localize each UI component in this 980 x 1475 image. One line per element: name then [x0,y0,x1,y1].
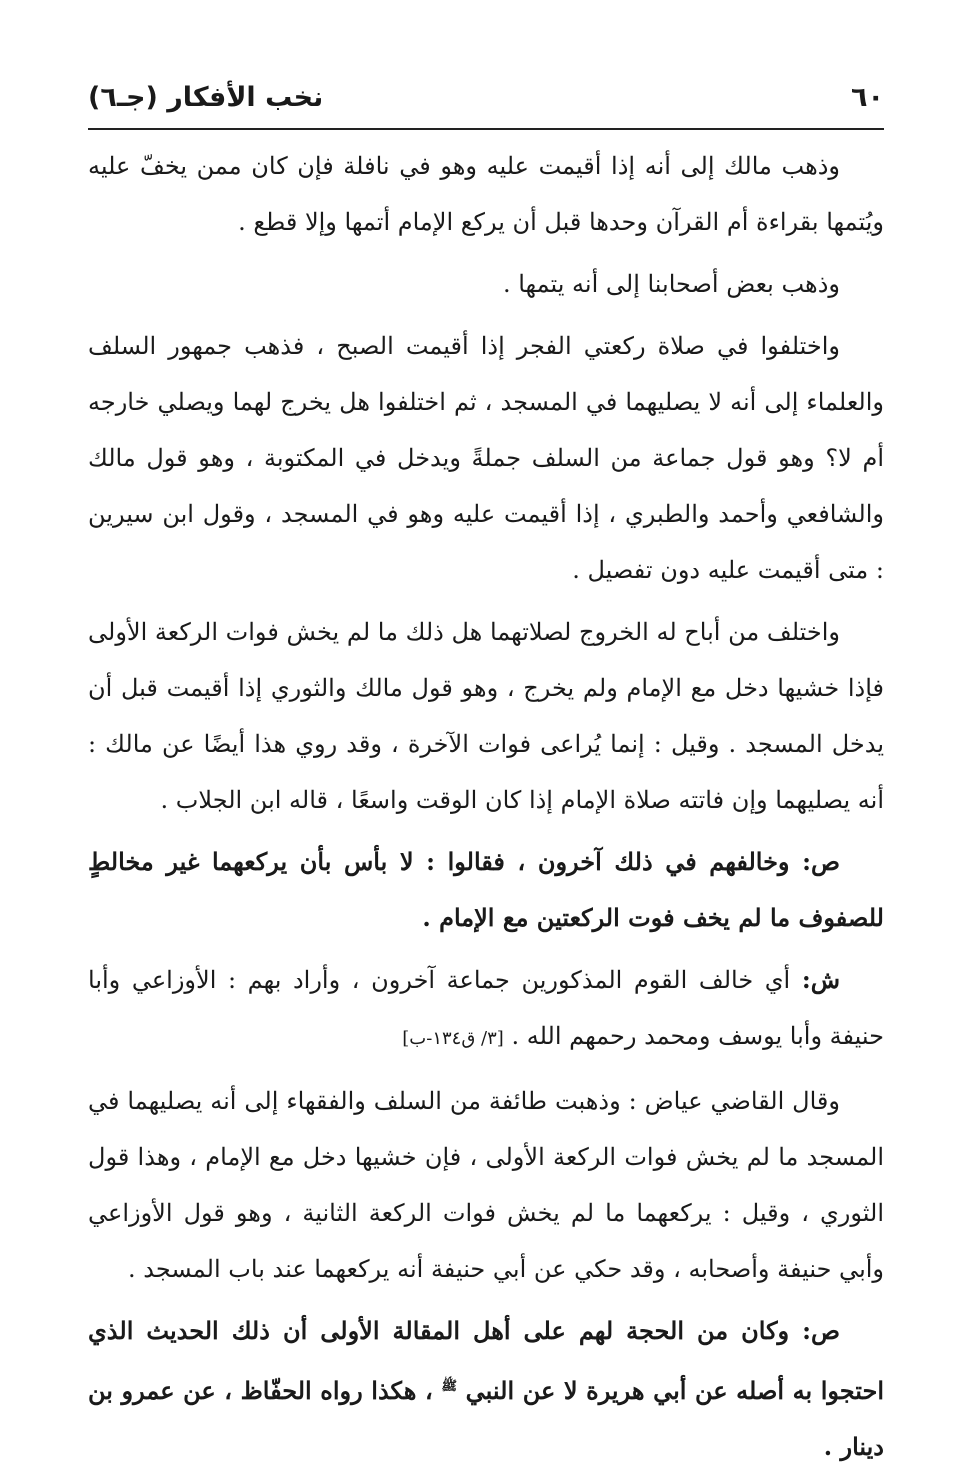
sharh-text: أي خالف القوم المذكورين جماعة آخرون ، وأراد بهم : الأوزاعي وأبا حنيفة وأبا يوسف ومحمد رحمهم الله . [88,966,884,1050]
sharh-marker: ش: [801,965,840,994]
matn-marker-2: ص: [802,1316,840,1345]
honorific-symbol: ﷺ [441,1379,458,1394]
paragraph-sharh-khalafahum [88,952,884,1067]
matn-text-2a: وكان من الحجة لهم على أهل المقالة الأولى أن ذلك الحديث الذي احتجوا به أصله عن أبي هريرة لا عن النبي [88,1316,885,1405]
matn-text-2b: ، هكذا رواه الحفّاظ ، عن عمرو بن دينار . [88,1376,884,1461]
paragraph-rakatay-fajr: واختلفوا في صلاة ركعتي الفجر إذا أقيمت الصبح ، فذهب جمهور السلف والعلماء إلى أنه لا يصليهما في المسجد ، ثم اختلفوا هل يخرج لهما ويصلي خارجه أم لا؟ وهو قول جماعة من السلف جملةً ويدخل في المكتوبة ، وهو قول مالك والشافعي وأحمد والطبري ، إذا أقيمت عليه وهو في المسجد ، وقول ابن سيرين : متى أقيمت عليه دون تفصيل . [88,332,884,584]
paragraph-matn-hujja [88,1303,884,1475]
paragraph-qadi-iyad: وقال القاضي عياض : وذهبت طائفة من السلف والفقهاء إلى أنه يصليهما في المسجد ما لم يخش فوات الركعة الأولى ، فإن خشيها دخل مع الإمام ، وهذا قول الثوري ، وقيل : يركعهما ما لم يخش فوات الركعة الثانية ، وهو قول الأوزاعي وأبي حنيفة وأصحابه ، وقد حكي عن أبي حنيفة أنه يركعهما عند باب المسجد . [88,1087,884,1283]
book-title: نخب الأفكار (جـ٦) [88,82,324,113]
page-number: ٦٠ [851,82,884,113]
paragraph-malik-nafila: وذهب مالك إلى أنه إذا أقيمت عليه وهو في نافلة فإن كان ممن يخفّ عليه ويُتمها بقراءة أم القرآن وحدها قبل أن يركع الإمام أتمها وإلا قطع . [88,152,884,236]
header-rule [88,128,884,130]
paragraph-ibaha-khuruj: واختلف من أباح له الخروج لصلاتهما هل ذلك ما لم يخش فوات الركعة الأولى فإذا خشيها دخل مع الإمام ولم يخرج ، وهو قول مالك والثوري إذا أقيمت قبل أن يدخل المسجد . وقيل : إنما يُراعى فوات الآخرة ، وقد روي هذا أيضًا عن مالك : أنه يصليهما وإن فاتته صلاة الإمام إذا كان الوقت واسعًا ، قاله ابن الجلاب . [88,618,884,814]
matn-text: وخالفهم في ذلك آخرون ، فقالوا : لا بأس بأن يركعهما غير مخالطٍ للصفوف ما لم يخف فوت الركعتين مع الإمام . [88,847,884,932]
manuscript-reference: [٣/ ق١٣٤-ب] [402,1028,504,1049]
running-header [88,82,884,128]
book-page [88,82,884,1475]
matn-marker: ص: [802,847,841,876]
paragraph-matn-khalafahum [88,834,884,946]
paragraph-ashab: وذهب بعض أصحابنا إلى أنه يتمها . [502,270,840,298]
